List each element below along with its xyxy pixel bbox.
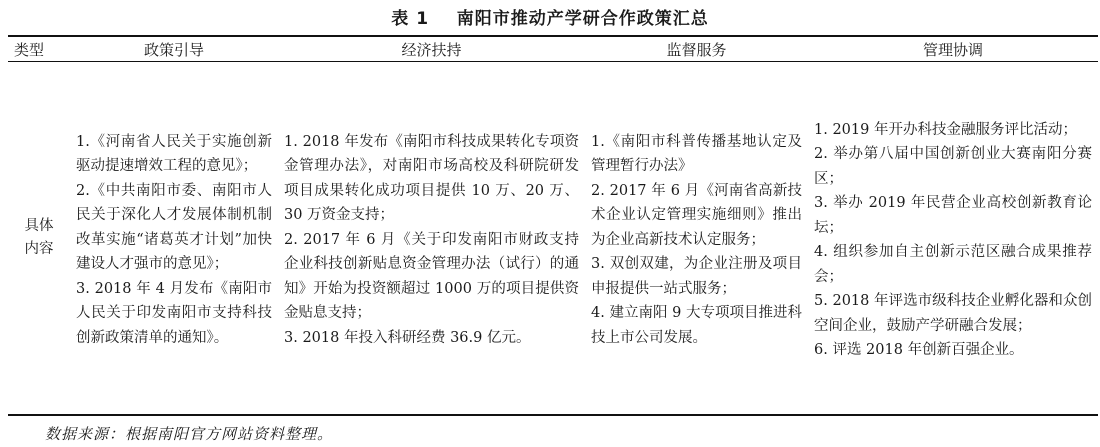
list-item: 5. 2018 年评选市级科技企业孵化器和众创空间企业，鼓励产学研融合发展； xyxy=(814,293,1092,334)
list-item: 3. 双创双建，为企业注册及项目申报提供一站式服务； xyxy=(591,256,802,297)
list-item: 6. 评选 2018 年创新百强企业。 xyxy=(814,342,1024,358)
list-item: 2. 2017 年 6 月《关于印发南阳市财政支持企业科技创新贴息资金管理办法（试行）的通知》开始为投资额超过 1000 万的项目提供资金贴息支持； xyxy=(284,231,579,322)
row-label xyxy=(8,62,70,416)
list-item: 2. 举办第八届中国创新创业大赛南阳分赛区； xyxy=(814,146,1092,187)
list-item: 4. 组织参加自主创新示范区融合成果推荐会； xyxy=(814,244,1092,285)
policy-guidance-cell xyxy=(70,62,278,416)
table-caption: 表 1 南阳市推动产学研合作政策汇总 xyxy=(391,9,709,29)
row-label-text: 具体内容 xyxy=(24,218,54,257)
table-header-row xyxy=(8,36,1098,62)
table-row xyxy=(8,62,1098,416)
header-economic-support: 经济扶持 xyxy=(278,36,585,62)
list-item: 2.《中共南阳市委、南阳市人民关于深化人才发展体制机制改革实施“诸葛英才计划”加快建设人才强市的意见》； xyxy=(76,182,272,273)
supervision-service-cell xyxy=(585,62,808,416)
header-management-coordination: 管理协调 xyxy=(808,36,1098,62)
header-type: 类型 xyxy=(8,36,70,62)
economic-support-cell xyxy=(278,62,585,416)
data-source-note: 数据来源：根据南阳官方网站资料整理。 xyxy=(45,425,334,443)
management-coordination-cell xyxy=(808,62,1098,416)
list-item: 1.《河南省人民关于实施创新驱动提速增效工程的意见》； xyxy=(76,133,272,175)
list-item: 3. 举办 2019 年民营企业高校创新教育论坛； xyxy=(814,195,1092,236)
list-item: 1. 2019 年开办科技金融服务评比活动； xyxy=(814,121,1077,138)
header-policy-guidance: 政策引导 xyxy=(70,36,278,62)
list-item: 3. 2018 年投入科研经费 36.9 亿元。 xyxy=(284,329,531,346)
header-supervision-service: 监督服务 xyxy=(585,36,808,62)
policy-summary-table xyxy=(8,35,1098,416)
list-item: 3. 2018 年 4 月发布《南阳市人民关于印发南阳市支持科技创新政策清单的通知》。 xyxy=(76,280,272,346)
list-item: 1.《南阳市科普传播基地认定及管理暂行办法》 xyxy=(591,133,802,175)
list-item: 2. 2017 年 6 月《河南省高新技术企业认定管理实施细则》推出为企业高新技术认定服务； xyxy=(591,182,802,248)
list-item: 4. 建立南阳 9 大专项项目推进科技上市公司发展。 xyxy=(591,305,802,346)
list-item: 1. 2018 年发布《南阳市科技成果转化专项资金管理办法》，对南阳市场高校及科研院研发项目成果转化成功项目提供 10 万、20 万、30 万资金支持； xyxy=(284,133,579,224)
